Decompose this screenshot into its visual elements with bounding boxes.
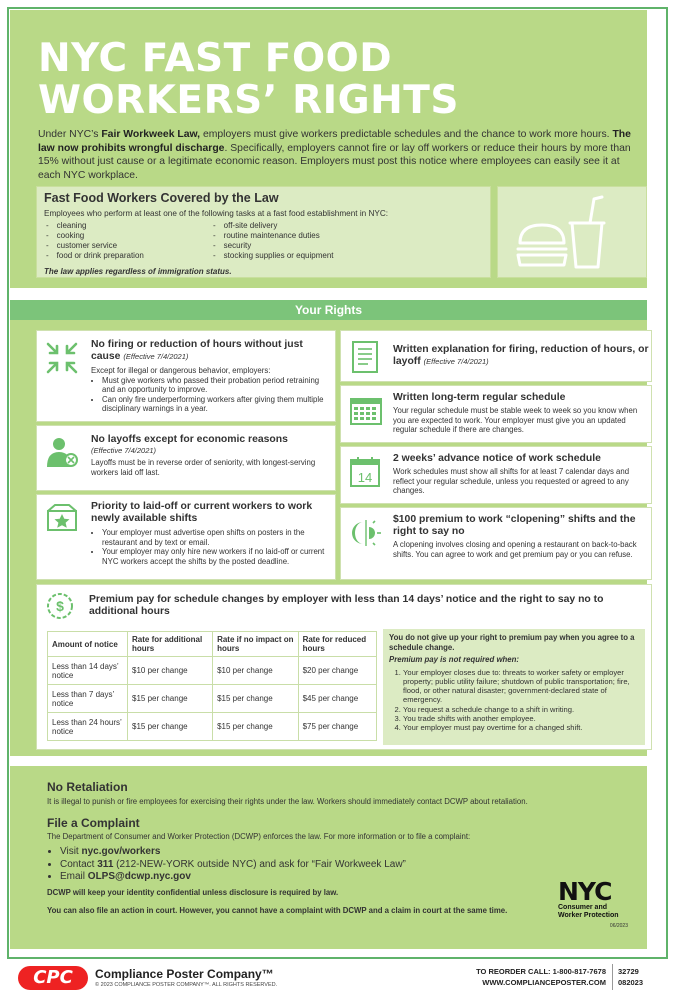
reorder-phone: TO REORDER CALL: 1-800-817-7678: [476, 967, 606, 976]
immigration-note: The law applies regardless of immigration status.: [44, 267, 232, 276]
table-row: [48, 713, 377, 741]
table-cell: $10 per change: [213, 657, 299, 685]
card6-title: 2 weeks’ advance notice of work schedule: [393, 453, 601, 464]
covered-list-col2: [213, 221, 334, 261]
list-item: - cleaning: [46, 221, 144, 231]
calendar-number: 14: [357, 470, 373, 485]
nyc-logo-sub1: Consumer and: [558, 904, 608, 911]
bottom-section: [10, 766, 647, 949]
list-item: - customer service: [46, 241, 144, 251]
list-item: - food or drink preparation: [46, 251, 144, 261]
visit-prefix: Visit: [60, 846, 82, 857]
premium-pay-table: [47, 631, 377, 741]
premium-pay-card: [36, 584, 652, 750]
premium-right-title: You do not give up your right to premium pay when you agree to a schedule change.: [389, 633, 635, 652]
person-remove-icon: [45, 435, 79, 469]
nyc-logo-code: 06/2023: [609, 923, 628, 929]
table-cell: Less than 14 days’ notice: [48, 657, 128, 685]
card5-body: Your regular schedule must be stable week to week so you know when you are expected to work. Your employer must give you an updated regular schedule if there are changes.: [393, 406, 638, 435]
complaint-body: The Department of Consumer and Worker Protection (DCWP) enforces the law. For more information or to file a complaint:: [47, 832, 471, 841]
table-row: [48, 685, 377, 713]
list-item: - off-site delivery: [213, 221, 334, 231]
premium-right-sub: Premium pay is not required when:: [389, 655, 519, 665]
card1-list: [91, 376, 331, 414]
right-card-no-layoffs: [36, 425, 336, 491]
table-cell: $15 per change: [128, 685, 213, 713]
list-item: - security: [213, 241, 334, 251]
list-item: [60, 871, 406, 884]
right-card-advance-notice: [340, 446, 652, 504]
star-badge-icon: [45, 503, 79, 533]
table-cell: $15 per change: [213, 713, 299, 741]
premium-exceptions-list: [389, 668, 639, 732]
card2-effective: (Effective 7/4/2021): [91, 446, 157, 455]
calendar-grid-icon: [349, 396, 383, 426]
card6-body: Work schedules must show all shifts for at least 7 calendar days and reflect your regular schedule, unless you requested or agreed to any changes.: [393, 467, 630, 496]
list-item: 2. You request a schedule change to a shift in writing.: [403, 705, 639, 714]
list-item: • Can only fire underperforming workers after giving them multiple disciplinary warnings in a year.: [102, 395, 331, 414]
title-line-2: WORKERS’ RIGHTS: [38, 78, 459, 123]
table-cell: $45 per change: [298, 685, 376, 713]
table-cell: $15 per change: [128, 713, 213, 741]
document-icon: [351, 340, 379, 374]
intro-text-2: employers must give workers predictable schedules and the chance to work more hours.: [200, 129, 613, 140]
table-header-cell: Amount of notice: [48, 632, 128, 657]
nyc-logo-sub2: Worker Protection: [558, 912, 619, 919]
table-cell: Less than 24 hours’ notice: [48, 713, 128, 741]
calendar-14-icon: [349, 456, 381, 488]
burger-drink-icon: [498, 187, 648, 279]
food-illustration-box: [497, 186, 647, 278]
cpc-logo: CPC: [18, 966, 88, 990]
card1-effective: (Effective 7/4/2021): [123, 352, 189, 361]
retaliation-heading: No Retaliation: [47, 780, 128, 794]
right-card-no-firing: [36, 330, 336, 422]
table-cell: $75 per change: [298, 713, 376, 741]
card4-title-text: Written explanation for firing, reduction of hours, or layoff: [393, 344, 649, 367]
list-item: 4. Your employer must pay overtime for a changed shift.: [403, 723, 639, 732]
right-card-written-explanation: [340, 330, 652, 382]
poster-date-code: 082023: [618, 978, 644, 987]
card5-title: Written long-term regular schedule: [393, 392, 566, 403]
dollar-clock-icon: [45, 591, 75, 621]
copyright: © 2023 COMPLIANCE POSTER COMPANY™. ALL RIGHTS RESERVED.: [95, 982, 278, 988]
contact-prefix: Contact: [60, 858, 98, 870]
poster-code: 32729: [618, 967, 639, 976]
list-item: • Your employer must advertise open shifts on posters in the restaurant and by text or email.: [102, 528, 331, 547]
covered-workers-box: [36, 186, 491, 278]
court-note: You can also file an action in court. However, you cannot have a complaint with DCWP and a claim in court at the same time.: [47, 906, 508, 915]
nyc-dcwp-logo: [558, 877, 628, 929]
footer-divider: [612, 964, 613, 990]
page-title: [38, 38, 459, 122]
workers-link[interactable]: nyc.gov/workers: [81, 846, 161, 857]
phone-311: 311: [97, 858, 114, 870]
svg-text:$: $: [56, 598, 64, 614]
list-item: 3. You trade shifts with another employee.: [403, 714, 639, 723]
table-cell: Less than 7 days’ notice: [48, 685, 128, 713]
email-prefix: Email: [60, 871, 88, 882]
card4-effective: (Effective 7/4/2021): [423, 357, 489, 366]
card7-title: $100 premium to work “clopening” shifts and the right to say no: [393, 514, 636, 537]
table-header-cell: Rate for reduced hours: [298, 632, 376, 657]
table-cell: $10 per change: [128, 657, 213, 685]
moon-sun-icon: [349, 518, 383, 548]
right-card-regular-schedule: [340, 385, 652, 443]
website[interactable]: WWW.COMPLIANCEPOSTER.COM: [482, 978, 606, 987]
intro-text-3: . Specifically, employers cannot fire or lay off workers or reduce their hours by more than 15% without just cause or a legitimate economic reason. Employers must post this notice where employees can easily see it at each NYC workplace.: [38, 142, 631, 181]
nyc-logo-text: NYC: [558, 877, 612, 906]
intro-paragraph: [38, 128, 638, 182]
list-item: - stocking supplies or equipment: [213, 251, 334, 261]
table-row: [48, 657, 377, 685]
right-card-priority: [36, 494, 336, 580]
list-item: - cooking: [46, 231, 144, 241]
list-item: - routine maintenance duties: [213, 231, 334, 241]
list-item: • Must give workers who passed their probation period retraining and an opportunity to improve.: [102, 376, 331, 395]
list-item: 1. Your employer closes due to: threats to worker safety or employer property; public utility failure; shutdown of public transportation; fire, flood, or other natural disaster; government-declared state of emergency.: [403, 668, 639, 705]
brand-name: Compliance Poster Company™: [95, 967, 274, 981]
card1-title: No firing or reduction of hours without just cause: [91, 339, 303, 362]
intro-bold-1: Fair Workweek Law,: [101, 129, 201, 140]
complaint-list: [60, 846, 406, 884]
footer: [0, 962, 675, 1000]
card1-intro: Except for illegal or dangerous behavior, employers:: [91, 366, 271, 375]
rights-heading: Your Rights: [10, 300, 647, 320]
intro-bold-2: The law now prohibits wrongful discharge: [38, 129, 631, 154]
title-line-1: NYC FAST FOOD: [38, 36, 393, 81]
table-header-cell: Rate for additional hours: [128, 632, 213, 657]
email-link[interactable]: OLPS@dcwp.nyc.gov: [87, 871, 191, 882]
card2-title: No layoffs except for economic reasons: [91, 434, 288, 445]
contact-suffix: (212-NEW-YORK outside NYC) and ask for “Fair Workweek Law”: [113, 858, 406, 870]
card7-body: A clopening involves closing and opening a restaurant on back-to-back shifts. You can agree to work and get premium pay or you can refuse.: [393, 540, 637, 559]
confidential-note: DCWP will keep your identity confidential unless disclosure is required by law.: [47, 888, 339, 897]
covered-list-col1: [46, 221, 144, 261]
card3-title: Priority to laid-off or current workers to work newly available shifts: [91, 501, 313, 524]
card-title: [91, 339, 331, 363]
list-item: [60, 846, 406, 859]
intro-text-1: Under NYC’s: [38, 129, 102, 140]
list-item: [60, 859, 406, 872]
retaliation-body: It is illegal to punish or fire employees for exercising their rights under the law. Workers should immediately contact DCWP about retaliation.: [47, 797, 528, 806]
table-cell: $15 per change: [213, 685, 299, 713]
covered-sub: Employees who perform at least one of the following tasks at a fast food establishment in NYC:: [44, 209, 389, 218]
premium-exceptions-box: [383, 629, 645, 745]
card3-list: [91, 528, 331, 566]
card2-body: Layoffs must be in reverse order of seniority, with longest-serving workers laid off last.: [91, 458, 316, 477]
premium-title: Premium pay for schedule changes by employer with less than 14 days’ notice and the right to say no to additional hours: [89, 594, 604, 617]
card4-title: [393, 344, 649, 368]
table-header-cell: Rate if no impact on hours: [213, 632, 299, 657]
table-cell: $20 per change: [298, 657, 376, 685]
arrows-inward-icon: [45, 341, 79, 375]
list-item: • Your employer may only hire new workers if no laid-off or current NYC workers accept the shifts by the posted deadline.: [102, 547, 331, 566]
complaint-heading: File a Complaint: [47, 816, 140, 830]
covered-heading: Fast Food Workers Covered by the Law: [44, 191, 279, 205]
right-card-clopening: [340, 507, 652, 580]
table-header-row: [48, 632, 377, 657]
